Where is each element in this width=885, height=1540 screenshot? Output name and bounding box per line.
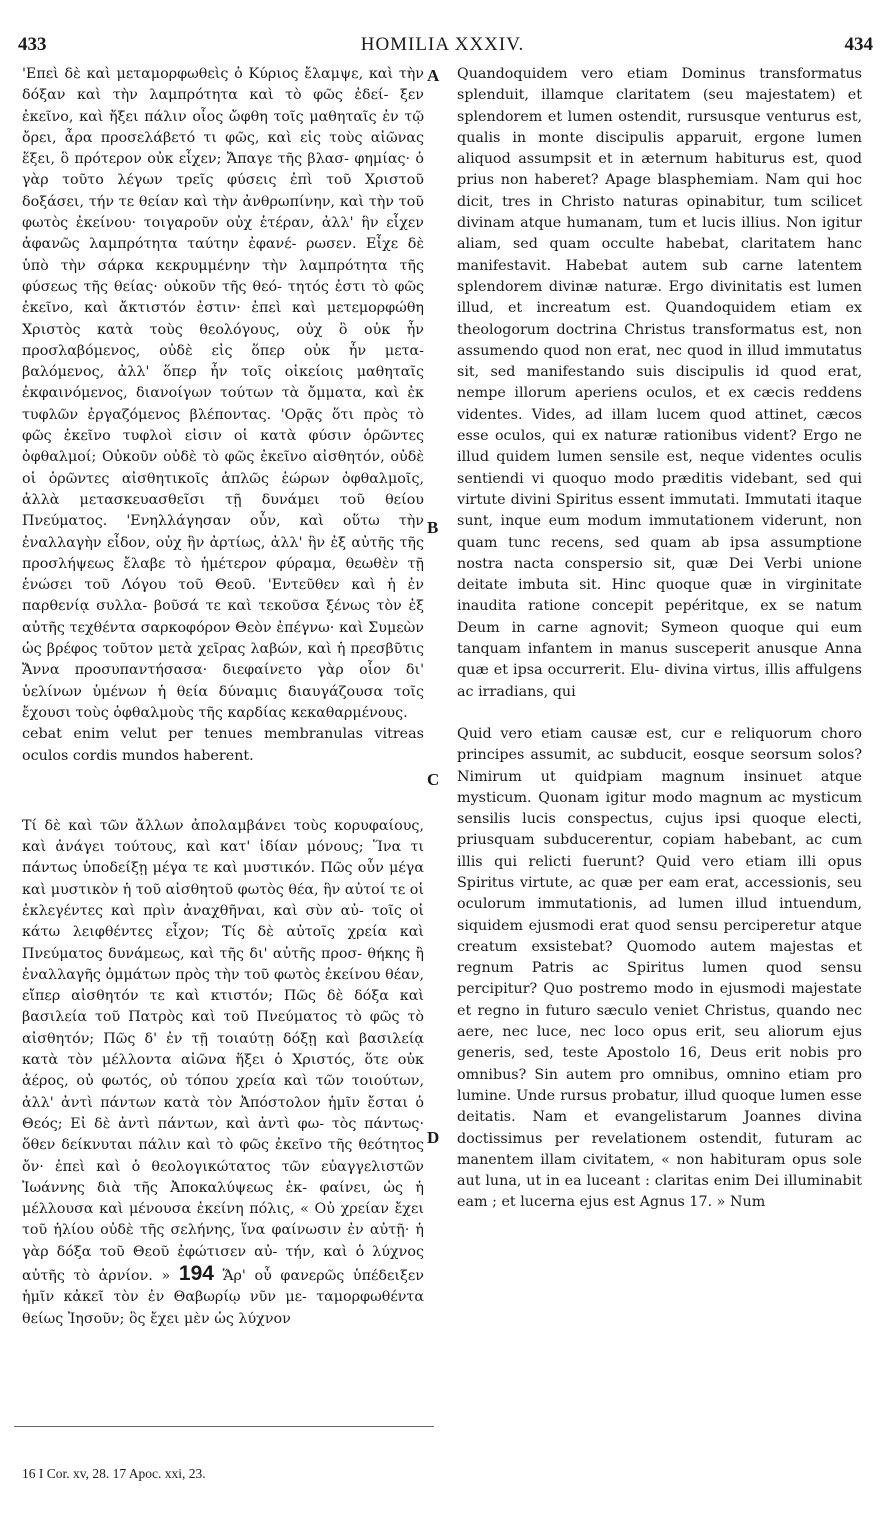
margin-letter-c: C xyxy=(427,770,440,789)
page-header xyxy=(0,34,885,60)
footnote-rule xyxy=(14,1426,434,1427)
greek-paragraph-1: 'Επεὶ δὲ καὶ μεταμορφωθεὶς ὁ Κύριος ἔλαμψε, καὶ τὴν δόξαν καὶ τὴν λαμπρότητα καὶ τὸ φῶς ἐδεί- ξεν ἐκεῖνο, καὶ ἤξει πάλιν οἷος ὤφθη τοῖς μαθηταῖς ἐν τῷ ὄρει, ἆρα προσελάβετό τι φῶς, καὶ εἰς τοὺς αἰῶνας ἕξει, ὃ πρότερον οὐκ εἶχεν; Ἄπαγε τῆς βλασ- φημίας· ὁ γὰρ τοῦτο λέγων τρεῖς φύσεις ἐπὶ τοῦ Χριστοῦ δοξάσει, τήν τε θείαν καὶ τὴν ἀνθρωπίνην, καὶ τὴν τοῦ φωτὸς ἐκείνου· τοιγαροῦν οὐχ ἑτέραν, ἀλλ' ἣν εἶχεν ἀφανῶς λαμπρότητα ταύτην ἐφανέ- ρωσεν. Εἶχε δὲ ὑπὸ τὴν σάρκα κεκρυμμένην τὴν λαμπρότητα τῆς φύσεως τῆς θείας· οὐκοῦν τῆς θεό- τητός ἐστι τὸ φῶς ἐκεῖνο, καὶ ἄκτιστόν ἐστιν· ἐπεὶ καὶ μετεμορφώθη Χριστὸς κατὰ τοὺς θεολόγους, οὐχ ὃ οὐκ ἦν προσλαβόμενος, οὐδὲ εἰς ὅπερ οὐκ ἦν μετα- βαλόμενος, ἀλλ' ὅπερ ἦν τοῖς οἰκείοις μαθηταῖς ἐκφαινόμενος, διανοίγων τούτων τὰ ὄμματα, καὶ ἐκ τυφλῶν ἐργαζόμενος βλέποντας. 'Ορᾷς ὅτι πρὸς τὸ φῶς ἐκεῖνο τυφλοὶ εἰσιν οἱ κατὰ φύσιν ὁρῶντες ὀφθαλμοί; Οὐκοῦν οὐδὲ τὸ φῶς ἐκεῖνο αἰσθητόν, οὐδὲ οἱ ὁρῶντες αἰσθητικοῖς ἁπλῶς ἑώρων ὀφθαλμοῖς, ἀλλὰ μετασκευασθεῖσι τῇ δυνάμει τοῦ θείου Πνεύματος. 'Ενηλλάγησαν οὖν, καὶ οὕτω τὴν ἐναλλαγὴν εἶδον, οὐχ ἣν ἀρτίως, ἀλλ' ἣν ἐξ αὐτῆς τῆς προσλήψεως ἔλαβε τὸ ἡμέτερον φύραμα, θεωθὲν τῇ ἑνώσει τοῦ Λόγου τοῦ Θεοῦ. 'Εντεῦθεν καὶ ἡ ἐν παρθενίᾳ συλλα- βοῦσά τε καὶ τεκοῦσα ξένως τὸν ἐξ αὐτῆς τεχθέντα σαρκοφόρον Θεὸν ἐπέγνω· καὶ Συμεὼν ὡς βρέφος τοῦτον μετὰ χεῖρας λαβών, καὶ ἡ πρεσβῦτις Ἄννα προσυπαντήσασα· διεφαίνετο γὰρ οἷον δι' ὑελίνων ὑμένων ἡ θεία δύναμις διαυγάζουσα τοῖς ἔχουσι τοὺς ὀφθαλμοὺς τῆς καρδίας κεκαθαρμένους. xyxy=(22,66,424,721)
greek-paragraph-2 xyxy=(22,816,424,1330)
latin-paragraph-1: Quandoquidem vero etiam Dominus transformatus splenduit, illamque claritatem (seu majestatem) et splendorem et lumen ostendit, rursusque venturus est, qualis in monte discipulis apparuit, ergone lumen aliquod assumpsit et in æternum habiturus est, quod prius non haberet? Apage blasphemiam. Nam qui hoc dicit, tres in Christo naturas opinabitur, tum scilicet divinam atque humanam, tum et lucis illius. Non igitur aliam, sed quam occulte habebat, claritatem hanc manifestavit. Habebat autem sub carne latentem splendorem divinæ naturæ. Ergo divinitatis est lumen illud, et increatum est. Quandoquidem etiam ex theologorum doctrina Christus transformatus est, non assumendo quod non erat, nec quod in illud immutatus sit, sed manifestando suis discipulis id quod erat, nempe illorum aperiens oculos, et ex cæcis reddens videntes. Vides, ad illam lucem quod attinet, cæcos esse oculos, qui ex naturæ rationibus vident? Ergo ne illud quidem lumen sensile est, neque videntes oculis sentiendi vi quoquo modo præditis videbant, sed qui virtute divini Spiritus essent immutati. Immutati itaque sunt, inque eum modum immutationem viderunt, non quam tunc recens, sed quam ab ipsa assumptione nostra nacta conspersio sit, quæ Dei Verbi unione deitate imbuta sit. Hinc quoque quæ in virginitate inaudita ratione concepit pepéritque, ex se natum Deum in carne agnovit; Symeon quoque qui eum tanquam infantem in manus susceperit anusque Anna quæ et ipsa occurrerit. Elu- divina virtus, illis affulgens ac irradians, qui xyxy=(457,66,862,700)
latin-paragraph-2: Quid vero etiam causæ est, cur e reliquorum choro principes assumit, ac subducit, eosque seorsum solos? Nimirum ut quidpiam magnum insinuet atque mysticum. Quonam igitur modo magnum ac mysticum sensilis lucis conspectus, cujus ipsi quoque electi, priusquam subducerentur, copiam habebant, ac cum illis qui relicti fuerunt? Quid vero etiam illi opus Spiritus virtute, ac quæ per eam erat, accessionis, seu oculorum immutationis, ad lumen illud intuendum, siquidem ejusmodi erat quod sensu perciperetur atque creatum exsistebat? Quomodo autem majestas et regnum Patris ac Spiritus lumen quod sensu percipitur? Quo postremo modo in ejusmodi majestate et regno in futuro sæculo veniet Christus, quando nec aere, nec luce, nec loco opus erit, seu aliorum ejus generis, sed, teste Apostolo 16, Deus erit nobis pro omnibus? Sin autem pro omnibus, omnino etiam pro lumine. Unde rursus probatur, illud quoque lumen esse deitatis. Nam et evangelistarum Joannes divina doctissimus per revelationem ostendit, futuram ac manentem illam civitatem, « non habituram opus sole aut luna, ut in ea luceant : claritas enim Dei illuminabit eam ; et lucerna ejus est Agnus 17. » Num xyxy=(457,725,862,1211)
greek-paragraph-2-end: Ἅρ' οὖ φανερῶς ὑπέδειξεν ἡμῖν κἀκεῖ τὸν ἐν Θαβωρίῳ νῦν με- ταμορφωθέντα θείως Ἰησοῦν; ὃς ἔχει μὲν ὡς λύχνον xyxy=(22,1268,424,1327)
footnotes: 16 I Cor. xv, 28. 17 Apoc. xxi, 23. xyxy=(22,1466,206,1481)
page-mark: 194 xyxy=(178,1262,214,1286)
margin-letter-a: A xyxy=(427,66,440,85)
paragraph-gap xyxy=(457,703,862,724)
running-title: HOMILIA XXXIV. xyxy=(360,34,525,55)
latin-column xyxy=(457,64,862,1214)
greek-paragraph-2-text: Τί δὲ καὶ τῶν ἄλλων ἀπολαμβάνει τοὺς κορυφαίους, καὶ ἀνάγει τούτους, καὶ κατ' ἰδίαν μόνους; Ἵνα τι πάντως ὑποδείξῃ μέγα τε καὶ μυστικόν. Πῶς οὖν μέγα καὶ μυστικὸν ἡ τοῦ αἰσθητοῦ φωτὸς θέα, ἣν αὐτοί τε οἱ ἐκλεγέντες καὶ πρὶν ἀναχθῆναι, καὶ σὺν αὐ- τοῖς οἱ κάτω λειφθέντες εἶχον; Τίς δὲ αὐτοῖς χρεία καὶ Πνεύματος δυνάμεως, καὶ τῆς δι' αὐτῆς προσ- θήκης ἢ ἐναλλαγῆς ὀμμάτων πρὸς τὴν τοῦ φωτὸς ἐκείνου θέαν, εἴπερ αἰσθητόν τε καὶ κτιστόν; Πῶς δὲ δόξα καὶ βασιλεία τοῦ Πατρὸς καὶ τοῦ Πνεύματος τὸ φῶς τὸ αἰσθητόν; Πῶς δ' ἐν τῇ τοιαύτῃ δόξῃ καὶ βασιλείᾳ κατὰ τὸν μέλλοντα αἰῶνα ἥξει ὁ Χριστός, ὅτε οὐκ ἀέρος, οὐ φωτός, οὐ τόπου χρεία καὶ τῶν τοιούτων, ἀλλ' ἀντὶ πάντων κατὰ τὸν Ἀπόστολον ἡμῖν ἔσται ὁ Θεός; Εἰ δὲ ἀντὶ πάντων, καὶ ἀντὶ φω- τὸς πάντως· ὅθεν δείκνυται πάλιν καὶ τὸ φῶς ἐκεῖνο τῆς θεότητος ὄν· ἐπεὶ καὶ ὁ θεολογικώτατος τῶν εὐαγγελιστῶν Ἰωάννης διὰ τῆς Ἀποκαλύψεως ἐκ- φαίνει, ὡς ἡ μέλλουσα καὶ μένουσα ἐκείνη πόλις, « Οὐ χρείαν ἔχει τοῦ ἡλίου οὐδὲ τῆς σελήνης, ἵνα φαίνωσιν ἐν αὐτῇ· ἡ γὰρ δόξα τοῦ Θεοῦ ἐφώτισεν αὐ- τήν, καὶ ὁ λύχνος αὐτῆς τὸ ἀρνίον. » xyxy=(22,817,424,1285)
latin-continuation: cebat enim velut per tenues membranulas vitreas oculos cordis mundos haberent. xyxy=(22,726,424,764)
margin-letter-d: D xyxy=(427,1128,440,1147)
greek-column xyxy=(22,64,424,1330)
page-number-right: 434 xyxy=(844,34,873,55)
margin-letter-b: B xyxy=(427,518,439,537)
paragraph-gap xyxy=(22,767,424,816)
page-number-left: 433 xyxy=(18,34,47,55)
